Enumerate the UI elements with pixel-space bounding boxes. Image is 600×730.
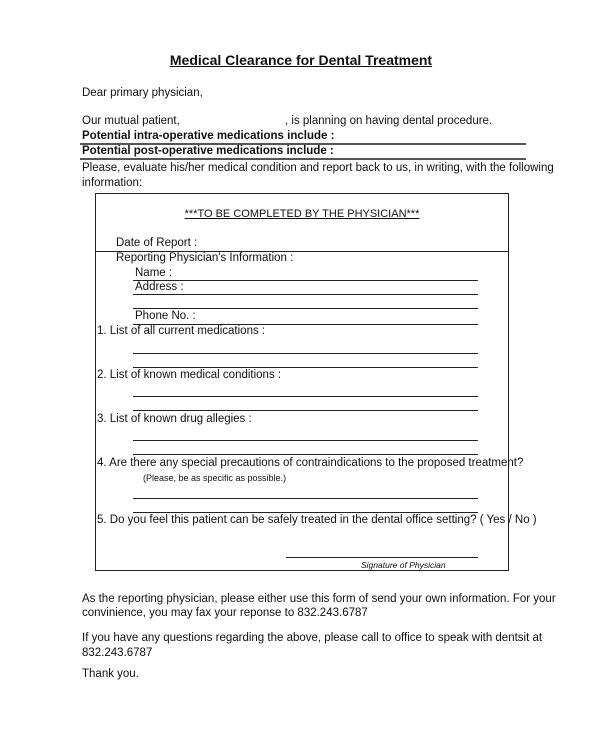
q2-line-2[interactable] <box>133 410 478 411</box>
name-label: Name : <box>135 267 173 279</box>
footer-paragraph-2b: 832.243.6787 <box>82 647 153 659</box>
closing: Thank you. <box>82 668 139 680</box>
post-op-label: Potential post-operative medications include : <box>82 145 334 157</box>
address-label: Address : <box>135 281 184 293</box>
q4-line-1[interactable] <box>133 498 478 499</box>
patient-suffix: , is planning on having dental procedure. <box>285 115 493 127</box>
footer-paragraph-2a: If you have any questions regarding the above, please call to office to speak with dentsit at <box>82 632 543 644</box>
question-1: 1. List of all current medications : <box>97 325 266 337</box>
page-title: Medical Clearance for Dental Treatment <box>169 52 433 68</box>
patient-prefix: Our mutual patient, <box>82 115 180 127</box>
name-line[interactable] <box>133 280 478 281</box>
form-heading: ***TO BE COMPLETED BY THE PHYSICIAN*** <box>184 208 420 220</box>
greeting: Dear primary physician, <box>82 87 203 99</box>
q3-line-1[interactable] <box>133 440 478 441</box>
request-text-2: information: <box>82 177 143 189</box>
q2-line-1[interactable] <box>133 396 478 397</box>
physician-info-label: Reporting Physician's Information : <box>116 252 294 264</box>
signature-label: Signature of Physician <box>361 560 446 570</box>
question-2: 2. List of known medical conditions : <box>97 369 282 381</box>
question-4-note: (Please, be as specific as possible.) <box>143 473 287 483</box>
q1-line-1[interactable] <box>133 353 478 354</box>
footer-paragraph-1b: convinience, you may fax your reponse to 832.243.6787 <box>82 607 368 619</box>
question-3: 3. List of known drug allegies : <box>97 413 252 425</box>
address-line[interactable] <box>133 294 478 295</box>
question-5: 5. Do you feel this patient can be safely treated in the dental office setting? ( Yes / No ) <box>97 514 537 526</box>
question-4: 4. Are there any special precautions of contraindications to the proposed treatment? <box>97 457 524 469</box>
phone-label: Phone No. : <box>135 310 196 322</box>
patient-name-field[interactable] <box>185 114 283 128</box>
post-op-line[interactable] <box>80 158 526 160</box>
q3-line-2[interactable] <box>133 454 478 455</box>
request-text-1: Please, evaluate his/her medical condition and report back to us, in writing, with the following <box>82 162 554 174</box>
date-label: Date of Report : <box>116 237 198 249</box>
intra-op-label: Potential intra-operative medications include : <box>82 130 335 142</box>
footer-paragraph-1a: As the reporting physician, please either use this form of send your own information. For your <box>82 593 556 605</box>
